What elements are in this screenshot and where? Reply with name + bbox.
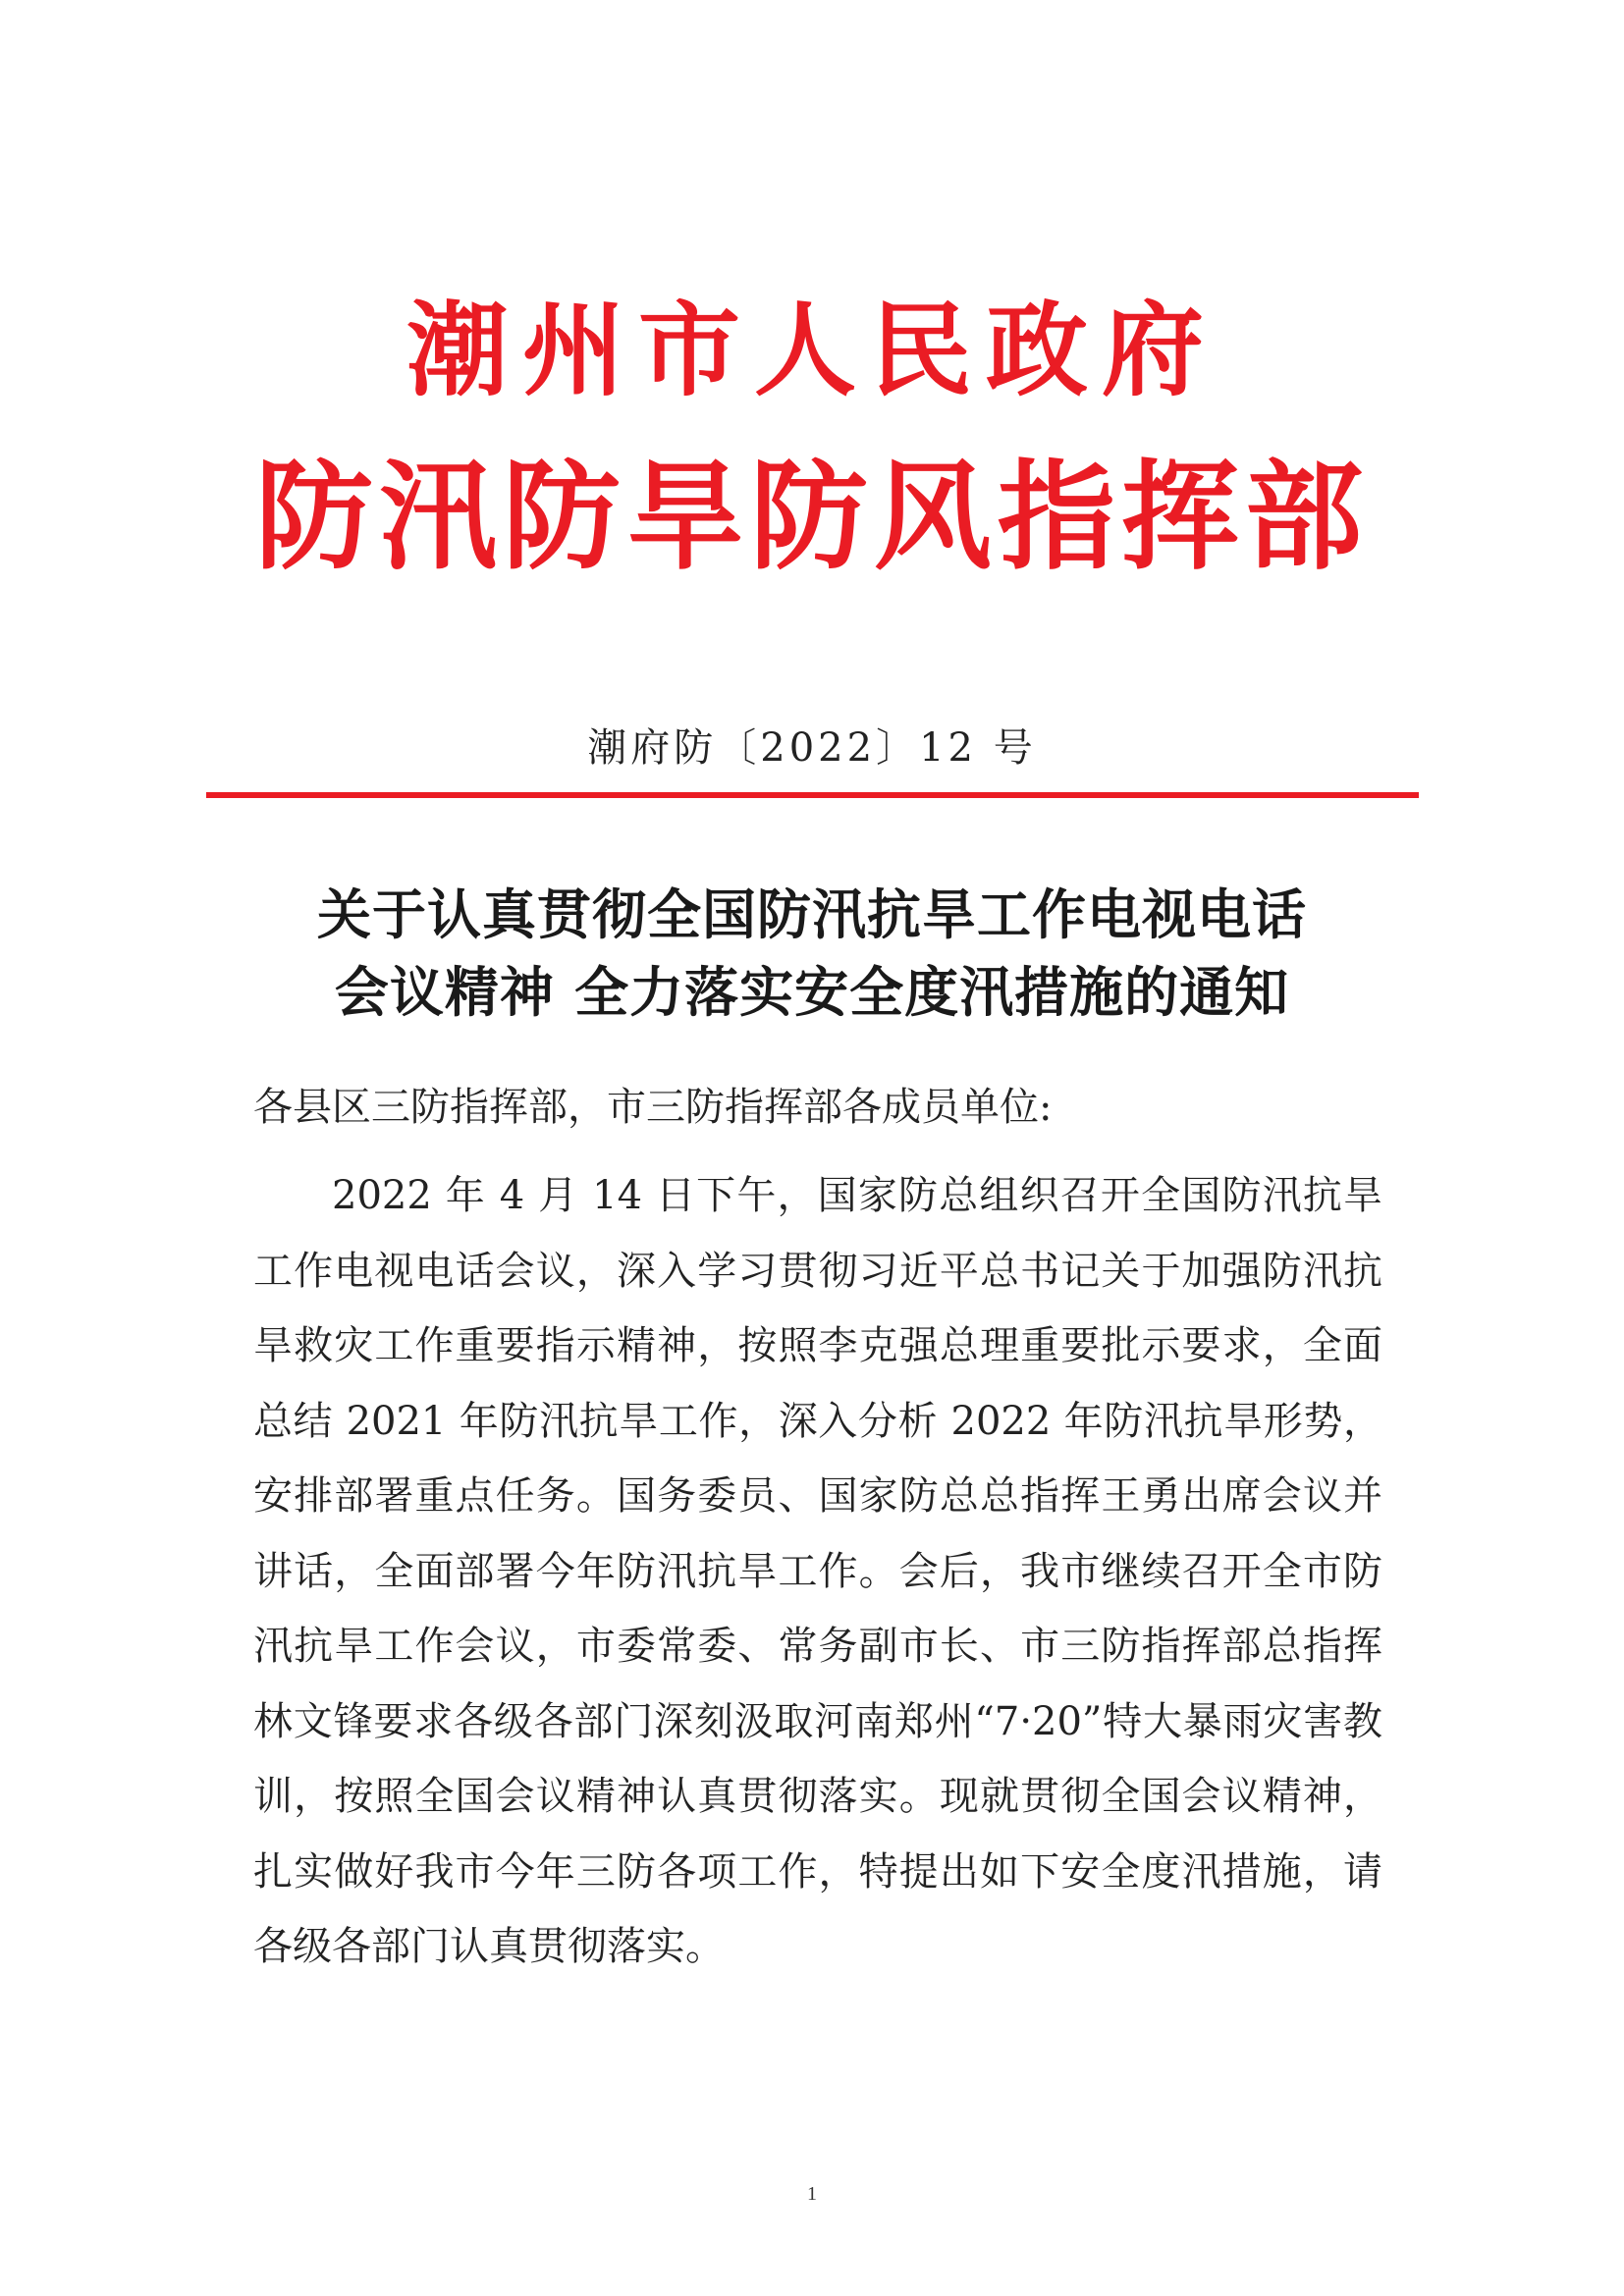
document-title-line-2: 会议精神 全力落实安全度汛措施的通知 — [334, 961, 1290, 1024]
red-separator-line — [206, 792, 1419, 798]
body-paragraph: 2022 年 4 月 14 日下午，国家防总组织召开全国防汛抗旱工作电视电话会议，深入学习贯彻习近平总书记关于加强防汛抗旱救灾工作重要指示精神，按照李克强总理重要批示要求，全面总结 2021 年防汛抗旱工作，深入分析 2022 年防汛抗旱形势，安排部署重点任务。国务委员、国家防总总指挥王勇出席会议并讲话，全面部署今年防汛抗旱工作。会后，我市继续召开全市防汛抗旱工作会议，市委常委、常务副市长、市三防指挥部总指挥林文锋要求各级各部门深刻汲取河南郑州“7·20”特大暴雨灾害教训，按照全国会议精神认真贯彻落实。现就贯彻全国会议精神，扎实做好我市今年三防各项工作，特提出如下安全度汛措施，请各级各部门认真贯彻落实。 — [253, 1173, 1382, 1969]
document-number: 潮府防〔2022〕12 号 — [587, 725, 1037, 771]
page-number: 1 — [807, 2183, 817, 2205]
salutation: 各县区三防指挥部，市三防指挥部各成员单位: — [253, 1085, 1053, 1130]
document-title-line-1: 关于认真贯彻全国防汛抗旱工作电视电话 — [316, 883, 1307, 946]
issuing-authority-name: 潮州市人民政府 — [406, 290, 1218, 410]
issuing-department-name: 防汛防旱防风指挥部 — [255, 450, 1369, 586]
